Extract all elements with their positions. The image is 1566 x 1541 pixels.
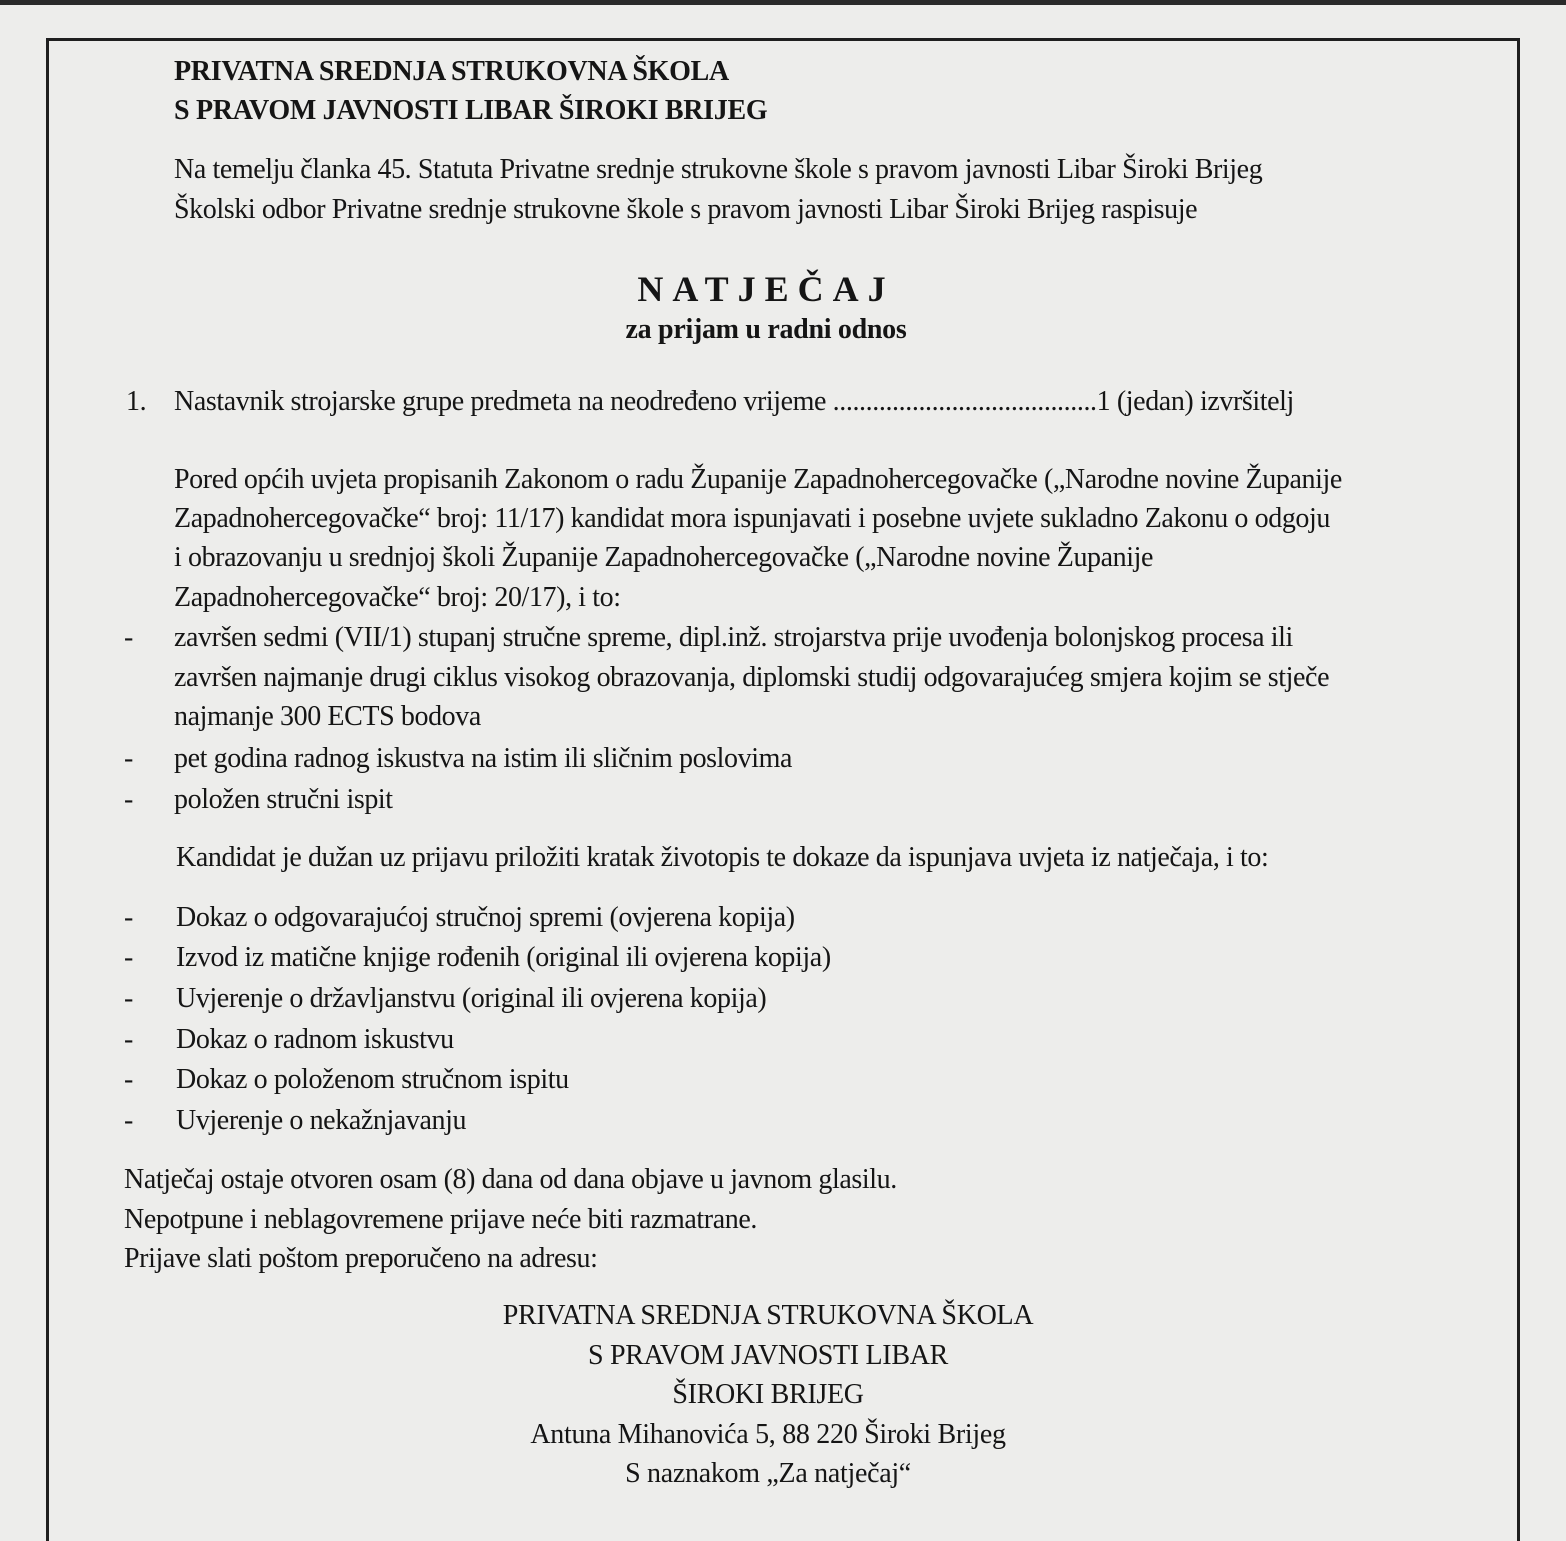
bullet-dash: - bbox=[124, 983, 134, 1014]
condition-item: završen sedmi (VII/1) stupanj stručne spreme, dipl.inž. strojarstva prije uvođenja bolonjskog procesa ili bbox=[174, 622, 1293, 653]
address-line: PRIVATNA SREDNJA STRUKOVNA ŠKOLA bbox=[502, 1300, 1034, 1331]
document-item: Dokaz o odgovarajućoj stručnoj spremi (ovjerena kopija) bbox=[176, 902, 795, 933]
document-item: Uvjerenje o državljanstvu (original ili ovjerena kopija) bbox=[176, 983, 767, 1014]
condition-item: pet godina radnog iskustva na istim ili sličnim poslovima bbox=[174, 743, 793, 774]
top-edge-bar bbox=[0, 0, 1566, 5]
condition-item: najmanje 300 ECTS bodova bbox=[174, 701, 481, 732]
bullet-dash: - bbox=[124, 622, 134, 653]
intro-line2: Školski odbor Privatne srednje strukovne škole s pravom javnosti Libar Široki Brijeg raspisuje bbox=[174, 194, 1198, 225]
bullet-dash: - bbox=[124, 1105, 134, 1136]
conditions-line: i obrazovanju u srednjoj školi Županije Zapadnohercegovačke („Narodne novine Županije bbox=[174, 542, 1154, 573]
announcement-title: NATJEČAJ bbox=[637, 269, 895, 309]
bullet-dash: - bbox=[124, 942, 134, 973]
bullet-dash: - bbox=[124, 743, 134, 774]
school-name-line1: PRIVATNA SREDNJA STRUKOVNA ŠKOLA bbox=[174, 56, 729, 87]
document-item: Dokaz o položenom stručnom ispitu bbox=[176, 1064, 569, 1095]
document-item: Izvod iz matične knjige rođenih (original ili ovjerena kopija) bbox=[176, 942, 831, 973]
conditions-line: Zapadnohercegovačke“ broj: 20/17), i to: bbox=[174, 582, 621, 613]
bullet-dash: - bbox=[124, 1024, 134, 1055]
condition-item: položen stručni ispit bbox=[174, 784, 393, 815]
school-name-line2: S PRAVOM JAVNOSTI LIBAR ŠIROKI BRIJEG bbox=[174, 95, 768, 126]
conditions-line: Pored općih uvjeta propisanih Zakonom o radu Županije Zapadnohercegovačke („Narodne novine Županije bbox=[174, 464, 1342, 495]
address-line: ŠIROKI BRIJEG bbox=[672, 1379, 864, 1410]
address-line: Antuna Mihanovića 5, 88 220 Široki Brijeg bbox=[530, 1419, 1006, 1450]
position-text: Nastavnik strojarske grupe predmeta na neodređeno vrijeme ........................................1 (jedan) izvršitelj bbox=[174, 386, 1294, 417]
closing-line: Natječaj ostaje otvoren osam (8) dana od dana objave u javnom glasilu. bbox=[124, 1164, 897, 1195]
bullet-dash: - bbox=[124, 902, 134, 933]
closing-line: Prijave slati poštom preporučeno na adresu: bbox=[124, 1243, 598, 1274]
announcement-subtitle: za prijam u radni odnos bbox=[625, 314, 907, 345]
address-line: S naznakom „Za natječaj“ bbox=[625, 1458, 911, 1489]
intro-line1: Na temelju članka 45. Statuta Privatne srednje strukovne škole s pravom javnosti Libar Široki Brijeg bbox=[174, 154, 1263, 185]
position-number: 1. bbox=[126, 386, 147, 417]
bullet-dash: - bbox=[124, 784, 134, 815]
document-item: Dokaz o radnom iskustvu bbox=[176, 1024, 454, 1055]
document-item: Uvjerenje o nekažnjavanju bbox=[176, 1105, 467, 1136]
condition-item: završen najmanje drugi ciklus visokog obrazovanja, diplomski studij odgovarajućeg smjera kojim se stječe bbox=[174, 662, 1330, 693]
closing-line: Nepotpune i neblagovremene prijave neće biti razmatrane. bbox=[124, 1204, 757, 1235]
conditions-line: Zapadnohercegovačke“ broj: 11/17) kandidat mora ispunjavati i posebne uvjete sukladno Zakonu o odgoju bbox=[174, 503, 1330, 534]
address-line: S PRAVOM JAVNOSTI LIBAR bbox=[587, 1340, 949, 1371]
bullet-dash: - bbox=[124, 1064, 134, 1095]
documents-intro: Kandidat je dužan uz prijavu priložiti kratak životopis te dokaze da ispunjava uvjeta iz natječaja, i to: bbox=[176, 842, 1269, 873]
